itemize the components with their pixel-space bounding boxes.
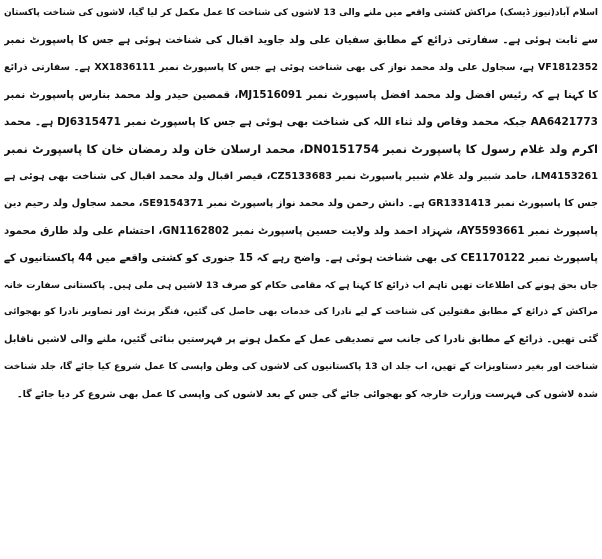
article-line: اسلام آباد(نیوز ڈیسک) مراکش کشتی واقعے میں ملنے والی 13 لاشوں کی شناخت کا عمل مکمل کر لیا گیا، لاشوں کی شناخت پاکستان <box>4 8 598 18</box>
article-line: VF1812352 ہے، سجاول علی ولد محمد نواز کی بھی شناخت ہوئی ہے جس کا پاسپورٹ نمبر XX1836111 ہے۔ سفارتی ذرائع <box>4 62 598 74</box>
article-line: LM4153261، حامد شبیر ولد غلام شبیر پاسپورٹ نمبر CZ5133683، قیصر اقبال ولد محمد اقبال کی شناخت بھی ہوئی ہے <box>4 171 598 183</box>
article-line: گئی تھیں۔ ذرائع کے مطابق نادرا کی جانب سے تصدیقی عمل کے مکمل ہونے پر فہرستیں بنائی گئیں، ملنے والی لاشیں ناقابل <box>4 334 598 346</box>
news-article-body <box>4 0 598 559</box>
article-line: جس کا پاسپورٹ نمبر GR1331413 ہے۔ دانش رحمن ولد محمد نواز پاسپورٹ نمبر SE9154371، محمد سجاول ولد رحیم دین <box>4 198 598 210</box>
article-line: اکرم ولد غلام رسول کا پاسپورٹ نمبر DN0151754، محمد ارسلان خان ولد رمضان خان کا پاسپورٹ نمبر <box>4 141 598 156</box>
article-line: جاں بحق ہونے کی اطلاعات تھیں تاہم اب ذرائع کا کہنا ہے کہ مقامی حکام کو صرف 13 لاشیں ہی ملی ہیں۔ پاکستانی سفارت خانہ <box>4 279 598 291</box>
article-line: کا کہنا ہے کہ رئیس افضل ولد محمد افضل پاسپورٹ نمبر MJ1516091، قمصین حیدر ولد محمد بنارس پاسپورٹ نمبر <box>4 88 598 101</box>
article-line: شدہ لاشوں کی فہرست وزارت خارجہ کو بھجوائی جائے گی جس کے بعد لاشوں کی واپسی کا عمل بھی شروع کر دیا جائے گا۔ <box>17 388 598 400</box>
article-line: پاسپورٹ نمبر AY5593661، شہزاد احمد ولد ولایت حسین پاسپورٹ نمبر GN1162802، احتشام علی ولد طارق محمود <box>4 224 598 237</box>
article-line: شناخت اور بغیر دستاویزات کے تھیں، اب جلد ان 13 پاکستانیوں کی لاشوں کی وطن واپسی کا عمل شروع کیا جائے گا، جلد شناخت <box>4 361 598 373</box>
article-line: مراکش کے ذرائع کے مطابق مقتولین کی شناخت کے لیے نادرا کی خدمات بھی حاصل کی گئیں، فنگر پرنٹ اور تصاویر نادرا کو بھجوائی <box>4 307 598 318</box>
article-line: سے ثابت ہوئی ہے۔ سفارتی ذرائع کے مطابق سفیان علی ولد جاوید اقبال کی شناخت ہوئی ہے جس کا پاسپورٹ نمبر <box>4 34 598 47</box>
article-line: AA6421773 جبکہ محمد وقاص ولد ثناء اللہ کی شناخت بھی ہوئی ہے جس کا پاسپورٹ نمبر DJ6315471 ہے۔ محمد <box>4 115 598 128</box>
article-line: پاسپورٹ نمبر CE1170122 کی بھی شناخت ہوئی ہے۔ واضح رہے کہ 15 جنوری کو کشتی واقعے میں 44 پاکستانیوں کے <box>4 251 598 264</box>
